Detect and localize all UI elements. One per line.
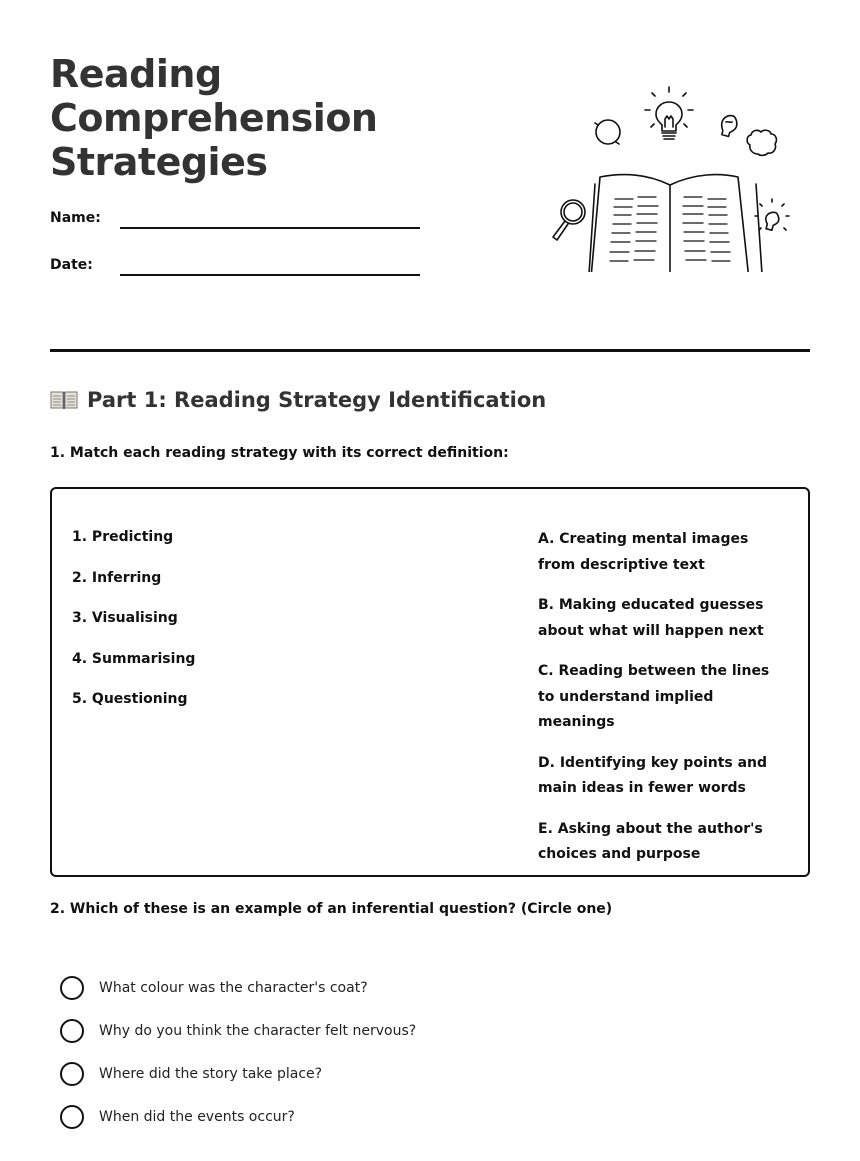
- date-label: Date:: [50, 257, 93, 273]
- circle-icon[interactable]: [60, 1105, 84, 1129]
- strategy-item[interactable]: 4. Summarising: [72, 650, 196, 667]
- definition-item[interactable]: C. Reading between the lines to understand implied meanings: [538, 663, 770, 730]
- question-2-prompt: 2. Which of these is an example of an inferential question? (Circle one): [50, 901, 613, 917]
- strategy-item[interactable]: 1. Predicting: [72, 529, 174, 545]
- name-input-line[interactable]: [120, 227, 420, 229]
- answer-option[interactable]: [60, 1095, 416, 1138]
- strategy-item[interactable]: 3. Visualising: [72, 610, 178, 627]
- open-book-with-lightbulbs-icon: [550, 72, 790, 272]
- header-divider: [50, 349, 810, 352]
- question-2-options: [60, 966, 416, 1138]
- date-field[interactable]: [50, 257, 420, 287]
- option-text: Why do you think the character felt nervous?: [99, 1022, 417, 1039]
- strategy-item[interactable]: 5. Questioning: [72, 691, 188, 708]
- worksheet-header: [50, 50, 810, 300]
- definition-list: [538, 527, 798, 883]
- option-text: When did the events occur?: [99, 1108, 295, 1125]
- option-text: Where did the story take place?: [99, 1065, 323, 1082]
- option-text: What colour was the character's coat?: [99, 979, 368, 996]
- name-field[interactable]: [50, 210, 420, 240]
- part1-heading: [50, 388, 546, 412]
- answer-option[interactable]: [60, 1052, 416, 1095]
- matching-box: [50, 487, 810, 877]
- answer-option[interactable]: [60, 1009, 416, 1052]
- part1-title: Part 1: Reading Strategy Identification: [87, 388, 547, 412]
- date-input-line[interactable]: [120, 274, 420, 276]
- page-title: [50, 52, 470, 184]
- definition-item[interactable]: A. Creating mental images from descriptive text: [538, 531, 749, 573]
- open-book-icon: [50, 389, 78, 411]
- question-1-prompt: 1. Match each reading strategy with its correct definition:: [50, 445, 509, 461]
- definition-item[interactable]: B. Making educated guesses about what will happen next: [538, 597, 764, 639]
- title-line: Comprehension: [50, 96, 378, 140]
- strategy-item[interactable]: 2. Inferring: [72, 569, 162, 586]
- definition-item[interactable]: E. Asking about the author's choices and purpose: [538, 820, 763, 862]
- answer-option[interactable]: [60, 966, 416, 1009]
- circle-icon[interactable]: [60, 976, 84, 1000]
- title-line: Reading: [50, 52, 222, 96]
- circle-icon[interactable]: [60, 1019, 84, 1043]
- strategy-list: [72, 527, 372, 730]
- title-line: Strategies: [50, 140, 268, 184]
- name-label: Name:: [50, 210, 101, 226]
- definition-item[interactable]: D. Identifying key points and main ideas in fewer words: [538, 754, 768, 796]
- circle-icon[interactable]: [60, 1062, 84, 1086]
